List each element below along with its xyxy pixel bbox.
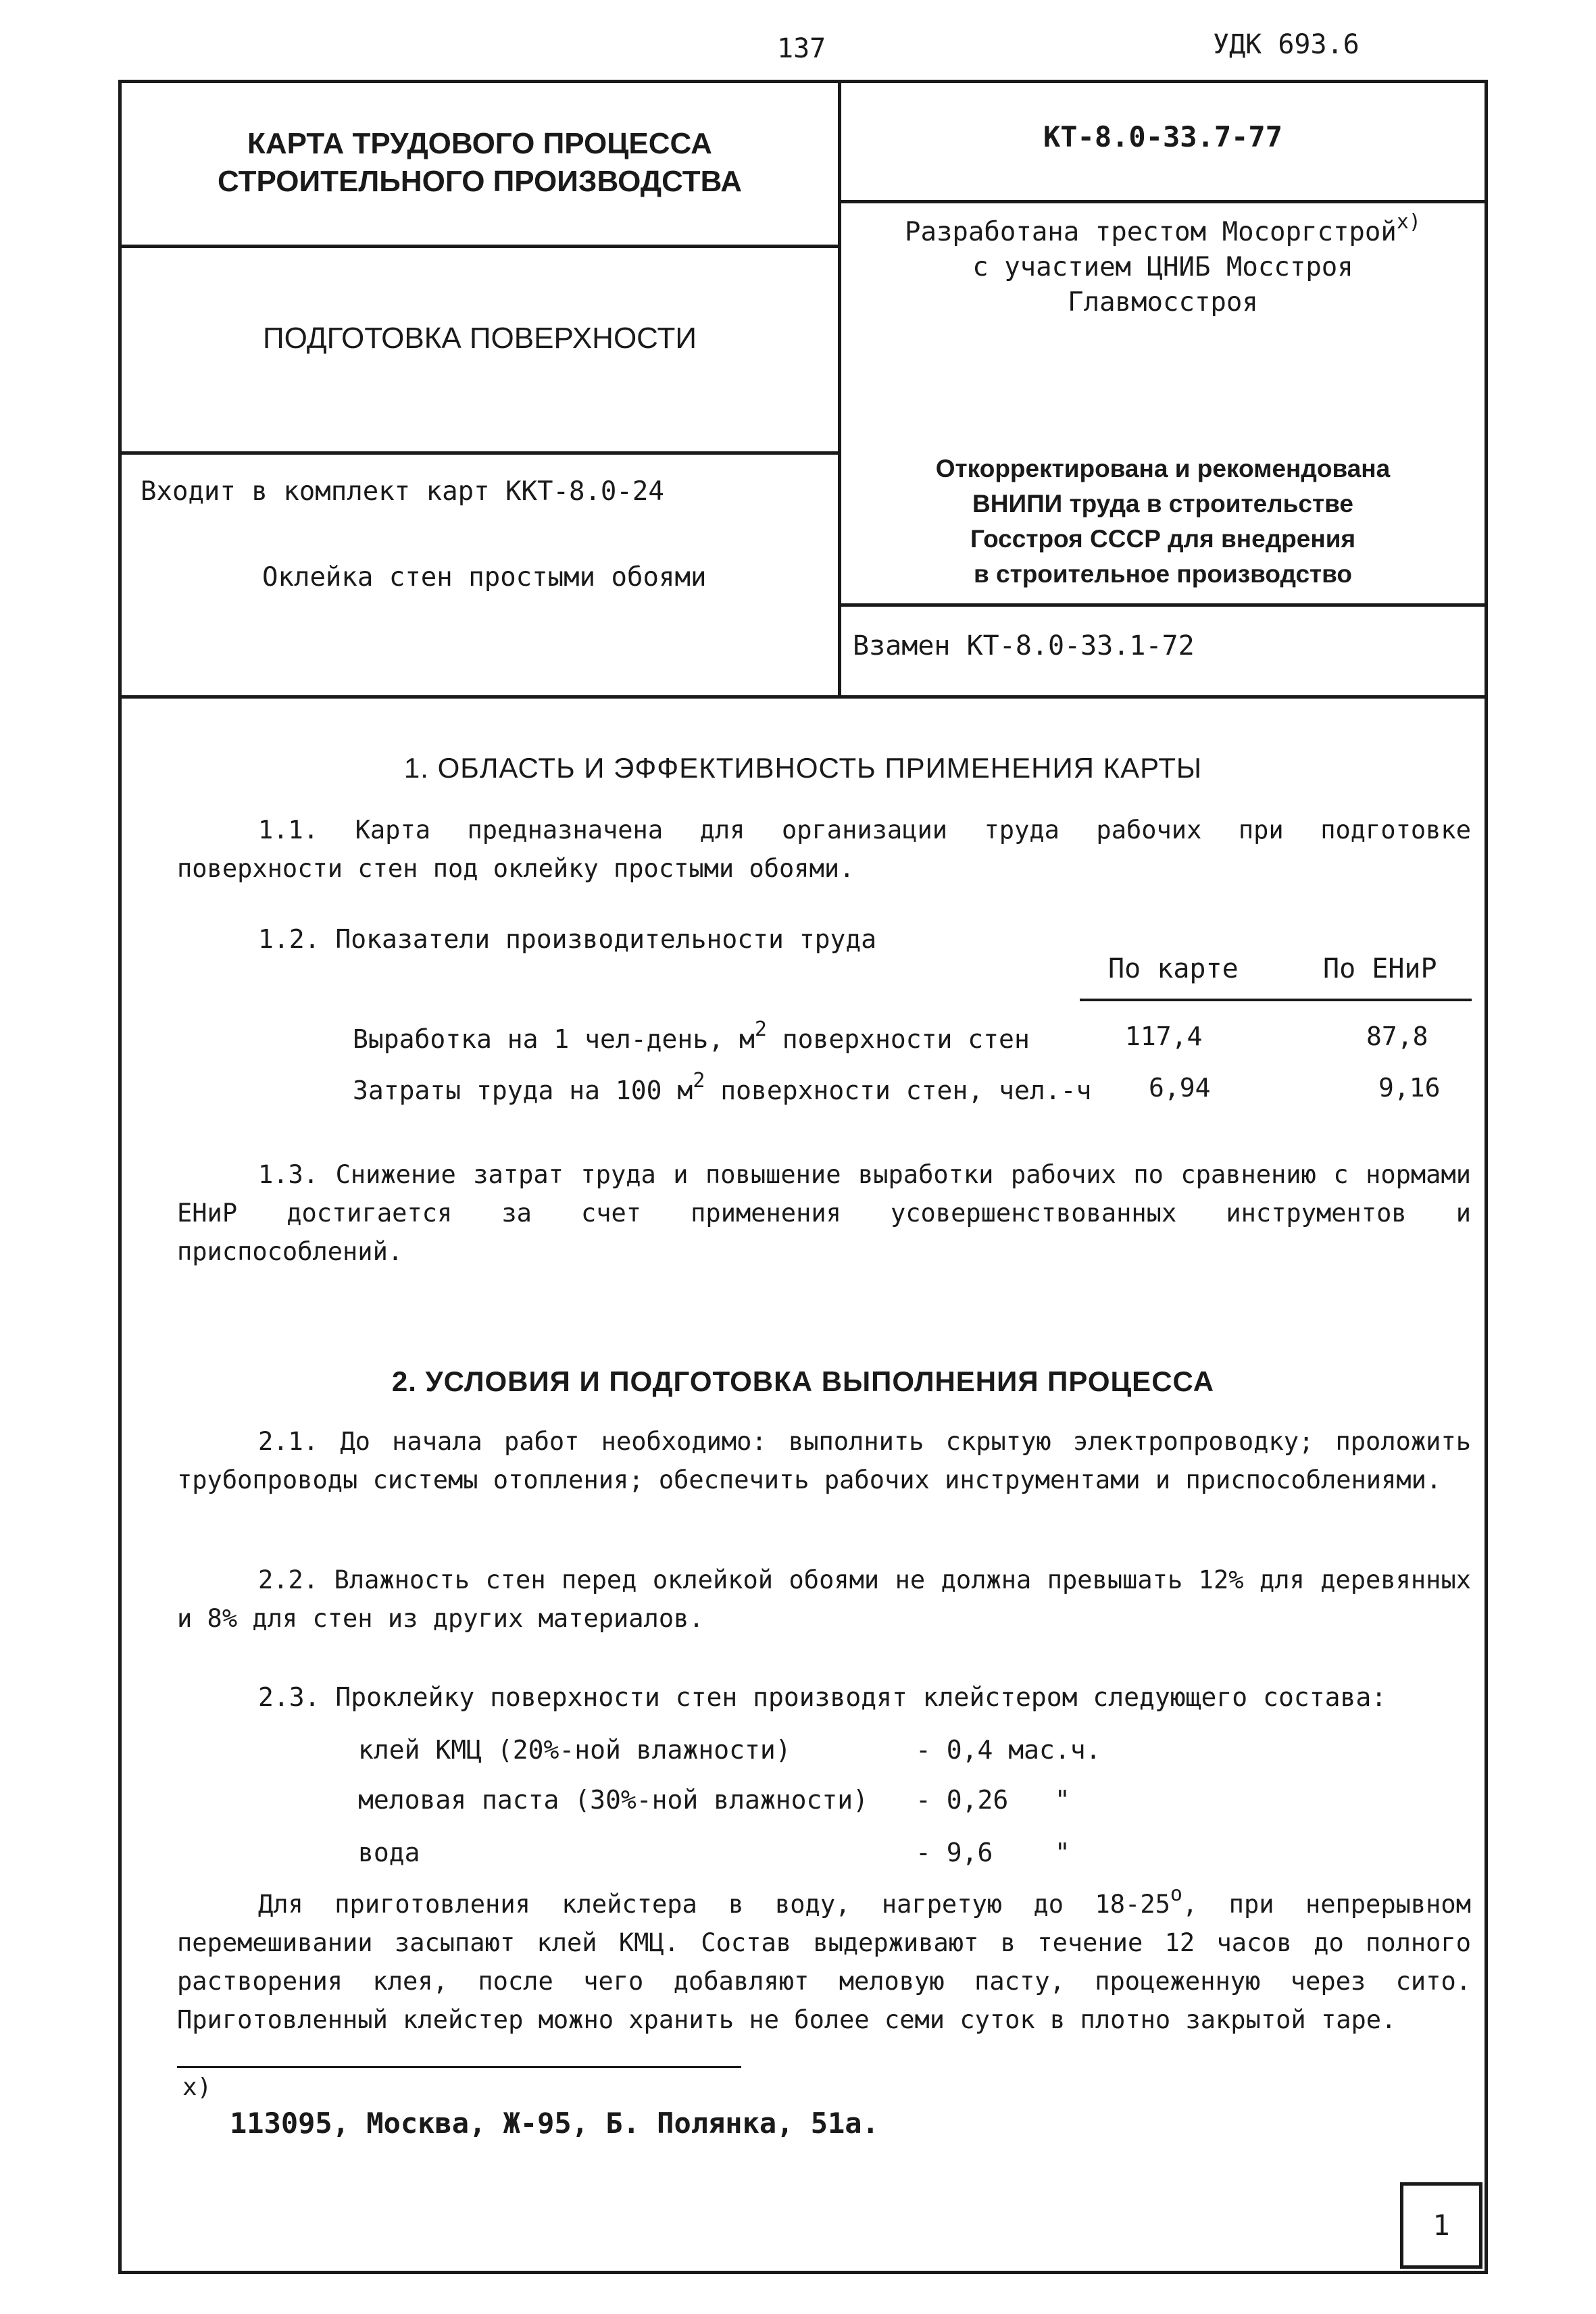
corrected-line-1: Откорректирована и рекомендована (935, 455, 1391, 482)
footnote-mark: x) (182, 2073, 212, 2101)
composition-value: - 0,26 " (916, 1785, 1070, 1815)
corrected-block (841, 451, 1485, 592)
sheet-number: 1 (1432, 2209, 1450, 2242)
composition-value: - 9,6 " (916, 1838, 1070, 1867)
developer-line-2: с участием ЦНИБ Мосстроя (972, 252, 1353, 282)
sheet-number-box (1400, 2182, 1482, 2269)
udk-code: УДК 693.6 (1213, 29, 1360, 60)
paragraph-1-3: 1.3. Снижение затрат труда и повышение выработки рабочих по сравнению с нормами ЕНиР достигается за счет применения усовершенствованных инструментов и приспособлений. (177, 1160, 1471, 1266)
table-cell-card: 117,4 (1125, 1022, 1203, 1051)
card-type-title: КАРТА ТРУДОВОГО ПРОЦЕССА СТРОИТЕЛЬНОГО ПРОИЗВОДСТВА (217, 127, 743, 198)
header-right-rule-2 (838, 603, 1488, 607)
frame-right (1485, 80, 1488, 2274)
corrected-line-2: ВНИПИ труда в строительстве (972, 490, 1353, 518)
section-1-title: 1. ОБЛАСТЬ И ЭФФЕКТИВНОСТЬ ПРИМЕНЕНИЯ КАРТЫ (403, 752, 1203, 784)
composition-value: - 0,4 мас.ч. (916, 1735, 1101, 1765)
footnote-rule (177, 2066, 741, 2068)
header-bottom-rule (118, 695, 1488, 699)
table-cell-enir: 9,16 (1378, 1073, 1441, 1103)
paragraph-preparation: Для приготовления клейстера в воду, нагретую до $18-25^о$, при непрерывном перемешивании засыпают клей КМЦ. Состав выдерживают в течение 12 часов до полного растворения клея, после чего добавляют меловую пасту, процеженную через сито. Приготовленный клейстер можно хранить не более семи суток в плотно закрытой таре. (177, 1882, 1471, 2034)
table-row: Выработка на 1 чел-день, $м^2$ поверхности стен (353, 1017, 1030, 1054)
developer-footnote-mark: x) (1396, 210, 1421, 234)
paragraph-2-2: 2.2. Влажность стен перед оклейкой обоями не должна превышать 12% для деревянных и 8% для стен из других материалов. (177, 1565, 1471, 1633)
frame-top (118, 80, 1488, 83)
subject-line: Оклейка стен простыми обоями (262, 562, 707, 593)
table-cell-card: 6,94 (1149, 1073, 1211, 1103)
kit-line: Входит в комплект карт ККТ-8.0-24 (141, 476, 664, 507)
frame-left (118, 80, 122, 2274)
composition-item: вода (358, 1838, 420, 1867)
developer-line-1: Разработана трестом Мосоргстрой (904, 217, 1397, 247)
column-header-card: По карте (1108, 953, 1239, 984)
footnote-address: 113095, Москва, Ж-95, Б. Полянка, 51а. (230, 2107, 879, 2140)
paragraph-1-2: 1.2. Показатели производительности труда (258, 924, 877, 954)
replaces-line: Взамен КТ-8.0-33.1-72 (853, 630, 1195, 661)
header-left-rule-2 (118, 451, 840, 455)
column-header-enir: По ЕНиР (1323, 953, 1437, 984)
table-cell-enir: 87,8 (1366, 1022, 1428, 1051)
paragraph-1-1: 1.1. Карта предназначена для организации труда рабочих при подготовке поверхности стен под оклейку простыми обоями. (177, 815, 1471, 883)
developer-block (841, 210, 1485, 320)
table-header-rule (1080, 999, 1472, 1001)
header-right-rule-1 (838, 200, 1488, 203)
table-row: Затраты труда на 100 $м^2$ поверхности стен, чел.-ч (353, 1069, 1092, 1105)
card-code: КТ-8.0-33.7-77 (1043, 120, 1282, 153)
frame-bottom (118, 2271, 1488, 2274)
corrected-line-3: Госстроя СССР для внедрения (970, 525, 1356, 553)
composition-item: меловая паста (30%-ной влажности) (358, 1785, 868, 1815)
page-number: 137 (777, 33, 826, 64)
composition-item: клей КМЦ (20%-ной влажности) (358, 1735, 791, 1765)
paragraph-2-1: 2.1. До начала работ необходимо: выполнить скрытую электропроводку; проложить трубопроводы системы отопления; обеспечить рабочих инструментами и приспособлениями. (177, 1427, 1471, 1494)
header-left-rule-1 (118, 245, 840, 248)
developer-line-3: Главмосстроя (1068, 287, 1258, 318)
paragraph-2-3: 2.3. Проклейку поверхности стен производят клейстером следующего состава: (258, 1682, 1387, 1712)
section-2-title: 2. УСЛОВИЯ И ПОДГОТОВКА ВЫПОЛНЕНИЯ ПРОЦЕССА (391, 1365, 1215, 1397)
corrected-line-4: в строительное производство (973, 560, 1353, 588)
section-title: ПОДГОТОВКА ПОВЕРХНОСТИ (262, 322, 697, 355)
